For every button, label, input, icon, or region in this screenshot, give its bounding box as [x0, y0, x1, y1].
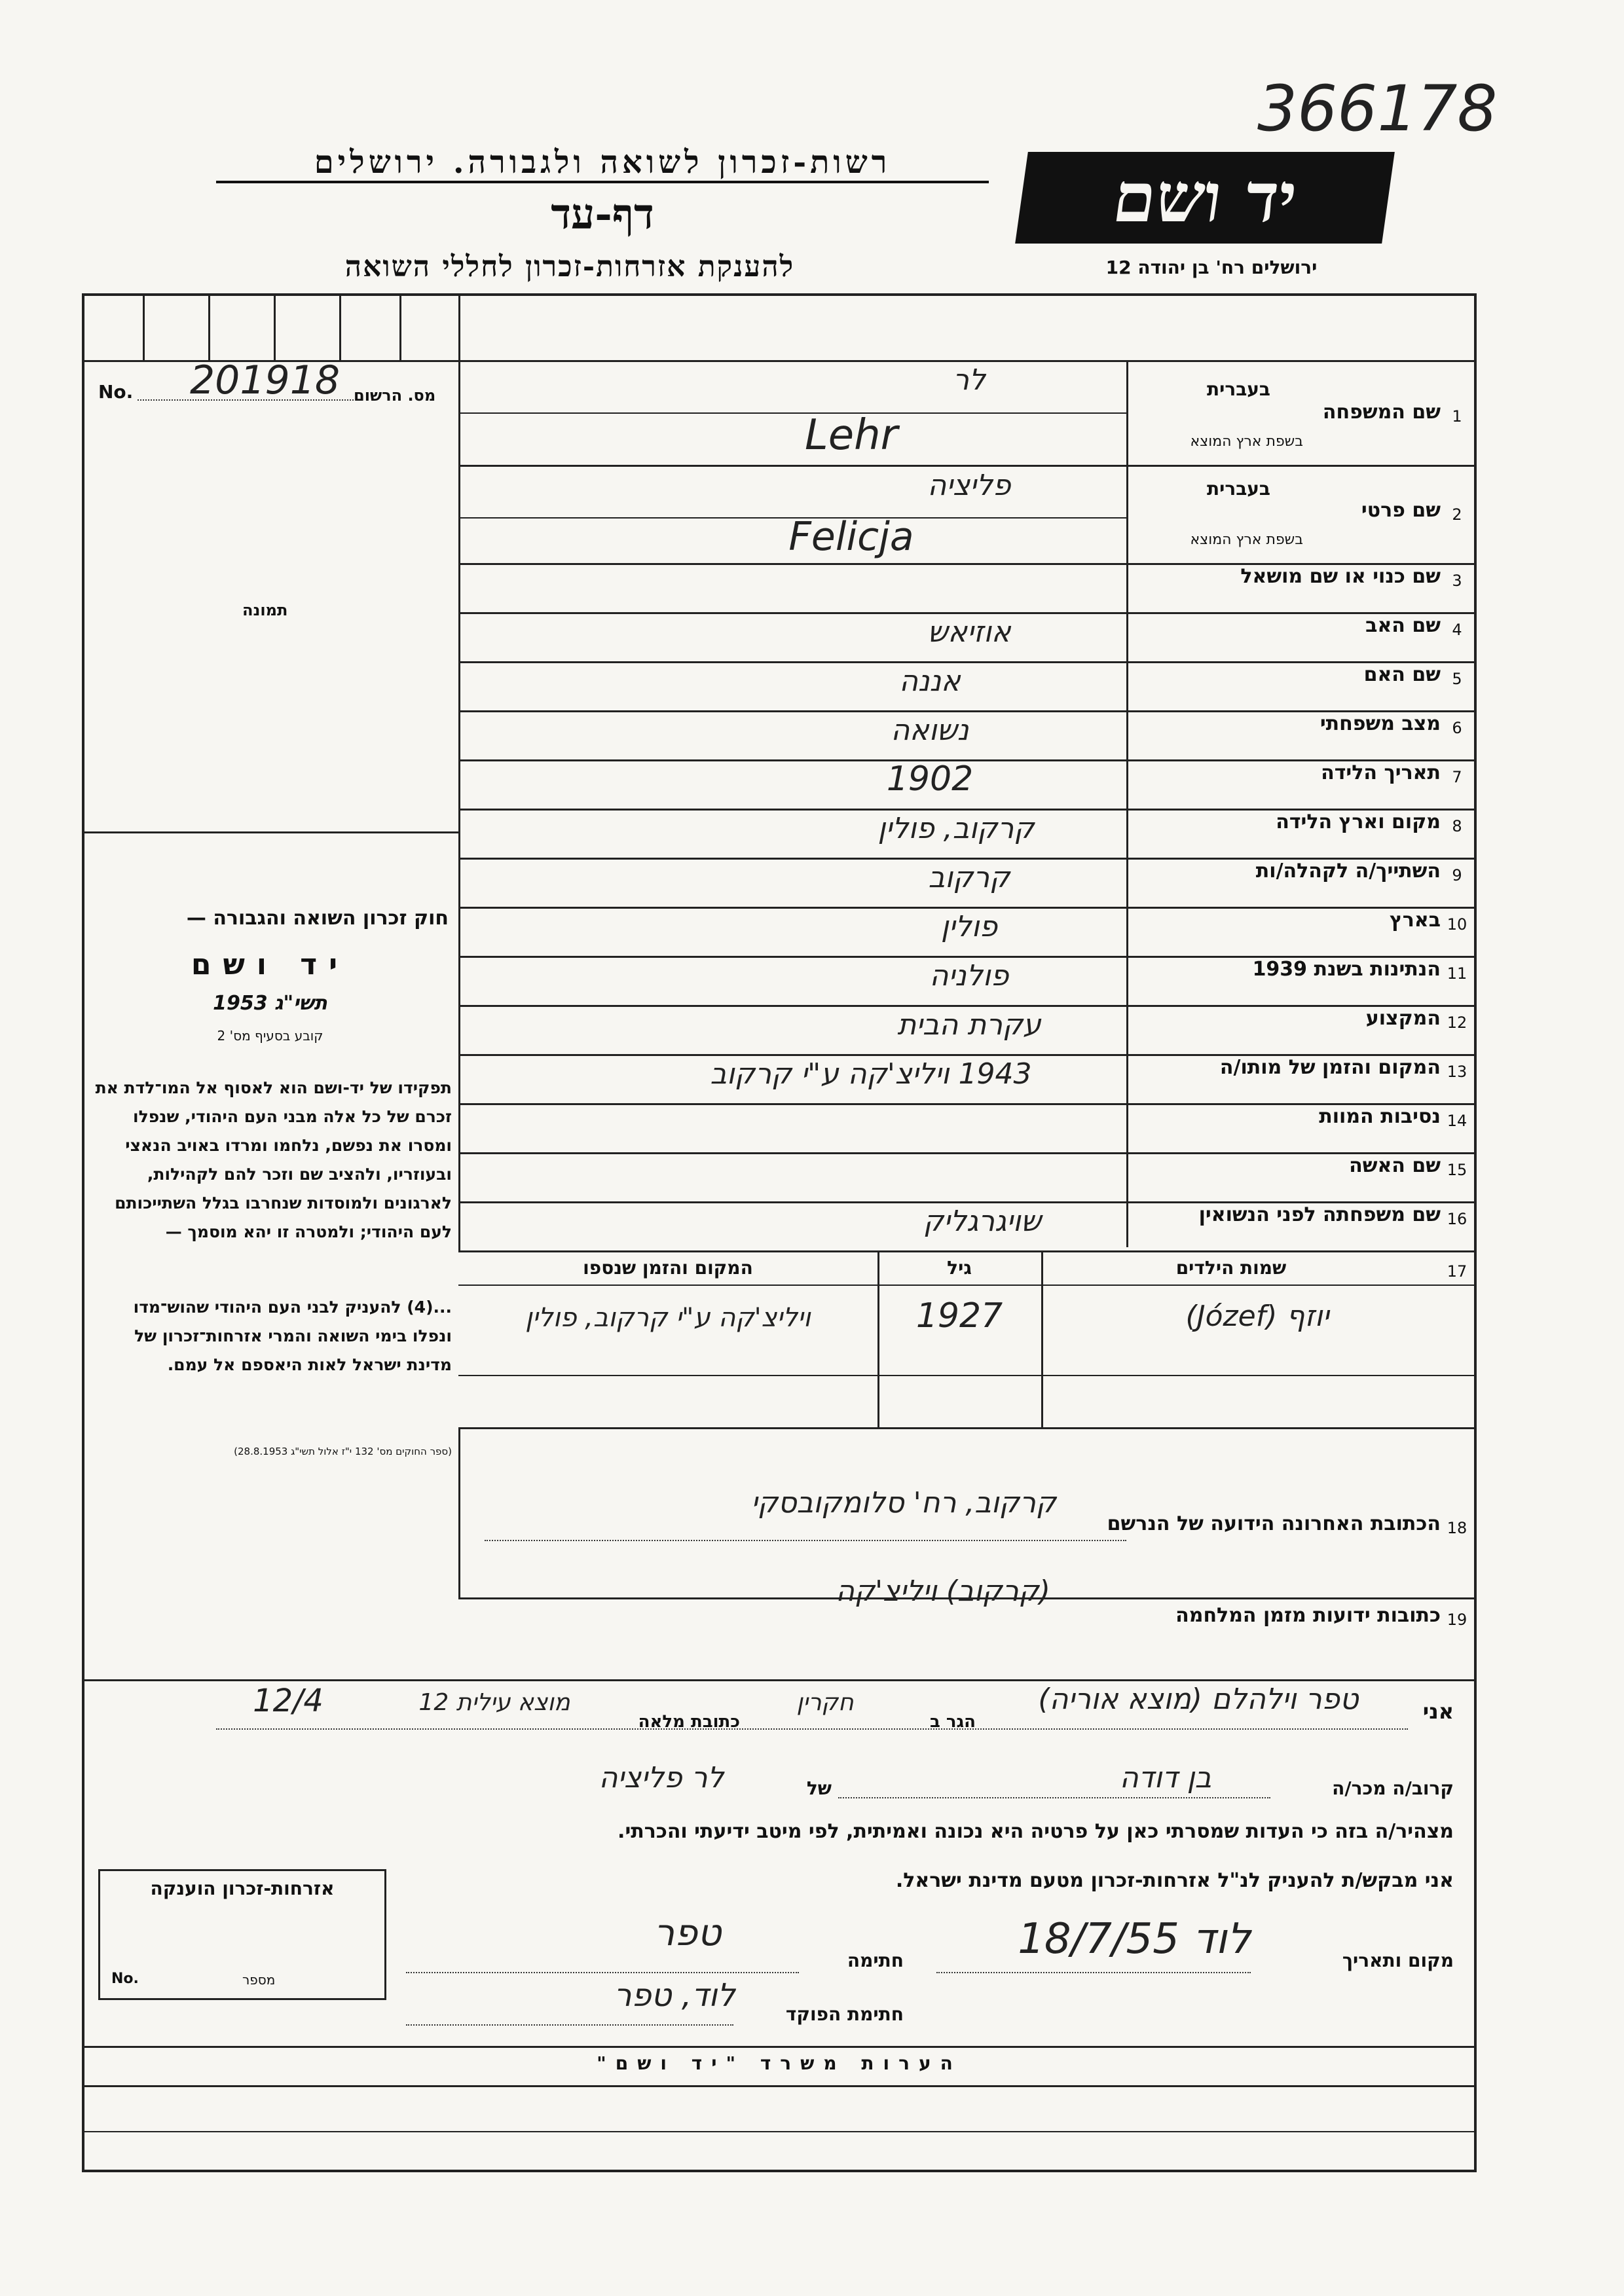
field-number-6: 6	[1452, 719, 1462, 737]
archive-number: 366178	[1257, 72, 1498, 145]
last-address-label: הכתובת האחרונה הידועה של הנרשם	[1107, 1512, 1441, 1535]
children-age-header: גיל	[947, 1257, 972, 1279]
origin-label-1: בשפת ארץ המוצא	[1190, 433, 1303, 450]
father-name-label: שם האב	[1365, 614, 1441, 637]
children-names-header: שמות הילדים	[1175, 1257, 1287, 1279]
origin-label-2: בשפת ארץ המוצא	[1190, 532, 1303, 548]
field-number-14: 14	[1447, 1112, 1467, 1130]
war-address-value: (קרקוב) ויליצ'קה	[836, 1575, 1050, 1608]
of-value: לר פליציה	[599, 1761, 724, 1795]
field-number-12: 12	[1447, 1013, 1467, 1032]
hebrew-label-1: בעברית	[1206, 378, 1270, 400]
relation-value: בן דודה	[1119, 1761, 1212, 1795]
field-number-3: 3	[1452, 572, 1462, 590]
resides-value: חקרין	[796, 1689, 854, 1716]
marital-status-label: מצב משפחתי	[1320, 712, 1441, 735]
maiden-name-label: שם משפחתה לפני הנשואין	[1198, 1203, 1441, 1226]
yad-vashem-logo: יד ושם	[1015, 152, 1395, 244]
profession-label: המקצוע	[1365, 1007, 1441, 1030]
remarks-title: הערות משרד "יד ושם"	[597, 2052, 962, 2074]
birth-date-label: תאריך הלידה	[1321, 761, 1441, 784]
citizenship-number-label: מספר	[242, 1972, 276, 1988]
country-label: בארץ	[1389, 909, 1441, 932]
relative-label: קרוב/ה מכר/ה	[1332, 1777, 1454, 1799]
field-number-7: 7	[1452, 768, 1462, 786]
registration-number: 201918	[190, 357, 341, 403]
logo-address: ירושלים רח' בן יהודה 12	[1105, 257, 1318, 278]
place-date-label: מקום ותאריך	[1342, 1950, 1454, 1971]
full-address-value: מוצא עילית 12	[418, 1689, 570, 1716]
law-title: חוק זכרון השואה והגבורה —	[186, 907, 449, 930]
signature-value: טפר	[654, 1912, 722, 1954]
nationality-value: פולניה	[929, 959, 1009, 993]
citizenship-box-title: אזרחות-זכרון הוענקה	[150, 1878, 335, 1899]
citizenship-no-label: No.	[111, 1971, 139, 1987]
first-name-label: שם פרטי	[1361, 499, 1441, 522]
photo-label: תמונה	[242, 601, 288, 619]
birth-place-label: מקום וארץ הלידה	[1276, 811, 1441, 833]
country-value: פולין	[940, 910, 998, 943]
law-clause: קובע בסעיף מס' 2	[217, 1028, 323, 1044]
child-age: 1927	[915, 1296, 1003, 1336]
wife-name-label: שם האשה	[1349, 1154, 1441, 1177]
children-place-header: המקום והזמן שנספו	[583, 1257, 753, 1279]
field-number-11: 11	[1447, 964, 1467, 983]
death-place-time-label: המקום והזמן של מותו/ה	[1219, 1056, 1441, 1079]
document-title: דף-עד	[551, 190, 654, 239]
war-address-label: כתובות ידועות מזמן המלחמה	[1175, 1604, 1441, 1627]
child-name: יוזף (Józef)	[1185, 1300, 1329, 1333]
registration-no-label: No.	[98, 381, 134, 403]
field-number-10: 10	[1447, 915, 1467, 934]
field-number-5: 5	[1452, 670, 1462, 688]
first-name-origin: Felicja	[788, 514, 914, 560]
field-number-8: 8	[1452, 817, 1462, 835]
field-number-19: 19	[1447, 1611, 1467, 1629]
document-subtitle: להענקת אזרחות-זכרון לחללי השואה	[344, 250, 795, 283]
community-label: השתייך/ה לקהלה/ות	[1255, 860, 1441, 883]
place-date-value: לוד 18/7/55	[1018, 1915, 1251, 1963]
law-name: יד ושם	[191, 948, 350, 981]
field-number-13: 13	[1447, 1063, 1467, 1081]
field-number-1: 1	[1452, 407, 1462, 426]
law-year: תשי"ג 1953	[213, 992, 327, 1015]
nationality-label: הנתינות בשנת 1939	[1252, 958, 1441, 981]
authority-header: רשות-זכרון לשואה ולגבורה. ירושלים	[216, 144, 989, 183]
mother-name-value: אננה	[899, 665, 961, 698]
mother-name-label: שם האם	[1363, 663, 1441, 686]
child-place: ויליצ'קה ע"י קרקוב, פולין	[525, 1303, 811, 1333]
first-name-hebrew: פליציה	[927, 469, 1011, 502]
statement-request: אני מבקש/ת להעניק לנ"ל אזרחות-זכרון מטעם מדינת ישראל.	[895, 1869, 1454, 1892]
declarant-i-label: אני	[1422, 1699, 1454, 1724]
maiden-name-value: שויגרגליק	[923, 1205, 1042, 1238]
law-paragraph-2: ...(4) להעניק לבני העם היהודי שהוש־מדו ונפלו בימי השואה והמרי אזרחות־זכרון של מדינת ישראל לאות היאספם אל עמם.	[133, 1298, 452, 1374]
statement-truth: מצהיר/ה בזה כי העדות שמסרתי כאן על פרטיה היא נכונה ואמיתית, לפי מיטב ידיעתי והכרתי.	[618, 1820, 1454, 1843]
family-name-hebrew: לר	[953, 363, 986, 397]
hebrew-label-2: בעברית	[1206, 478, 1270, 500]
last-address-value: קרקוב, רח' סלומקובסקי	[750, 1486, 1057, 1520]
law-paragraph-1: תפקידו של יד-ושם הוא לאסוף אל המו־לדת את זכרם של כל אלה מבני העם היהודי, שנפלו ומסרו את נפשם, נלחמו ומרדו באויב הנאצי ובעוזריו, ולהציב שם וזכר להם לקהילות, לארגונים ולמוסדות שנחרבו בגלל השתייכותם לעם היהודי; ולמטרה זו יהא מוסמך —	[95, 1078, 452, 1241]
of-label: של	[806, 1777, 832, 1799]
family-name-label: שם המשפחה	[1322, 401, 1441, 424]
registration-label: מס. הרשום	[354, 386, 436, 405]
field-number-9: 9	[1452, 866, 1462, 884]
field-number-15: 15	[1447, 1161, 1467, 1179]
address-number-value: 12/4	[253, 1683, 323, 1719]
death-place-time-value: 1943 ויליצ'קה ע"י קרקוב	[710, 1057, 1032, 1091]
birth-date-value: 1902	[886, 759, 974, 799]
declarant-name: טפר וילהלם (מוצא אוריה)	[1038, 1683, 1359, 1716]
pseudonym-label: שם כנוי או שם מושאל	[1240, 565, 1441, 588]
father-name-value: אוזיאש	[927, 615, 1011, 649]
community-value: קרקוב	[928, 861, 1010, 894]
family-name-origin: Lehr	[805, 411, 898, 460]
officer-signature-label: חתימת הפוקד	[785, 2003, 904, 2025]
signature-label: חתימה	[847, 1950, 904, 1971]
death-circumstances-label: נסיבות המוות	[1319, 1105, 1441, 1128]
field-number-16: 16	[1447, 1210, 1467, 1228]
officer-signature-value: לוד, טפר	[614, 1977, 735, 2014]
marital-status-value: נשואה	[891, 714, 969, 747]
resides-label: הגר ב	[929, 1712, 976, 1732]
field-number-4: 4	[1452, 621, 1462, 639]
field-number-17: 17	[1447, 1262, 1467, 1281]
field-number-2: 2	[1452, 505, 1462, 524]
field-number-18: 18	[1447, 1519, 1467, 1537]
law-footnote: (ספר החוקים מס' 132 י"ז אלול תשי"ג 28.8.1953)	[234, 1446, 452, 1457]
full-address-label: כתובת מלאה	[638, 1712, 740, 1732]
profession-value: עקרת הבית	[897, 1008, 1041, 1042]
birth-place-value: קרקוב, פולין	[877, 812, 1035, 845]
